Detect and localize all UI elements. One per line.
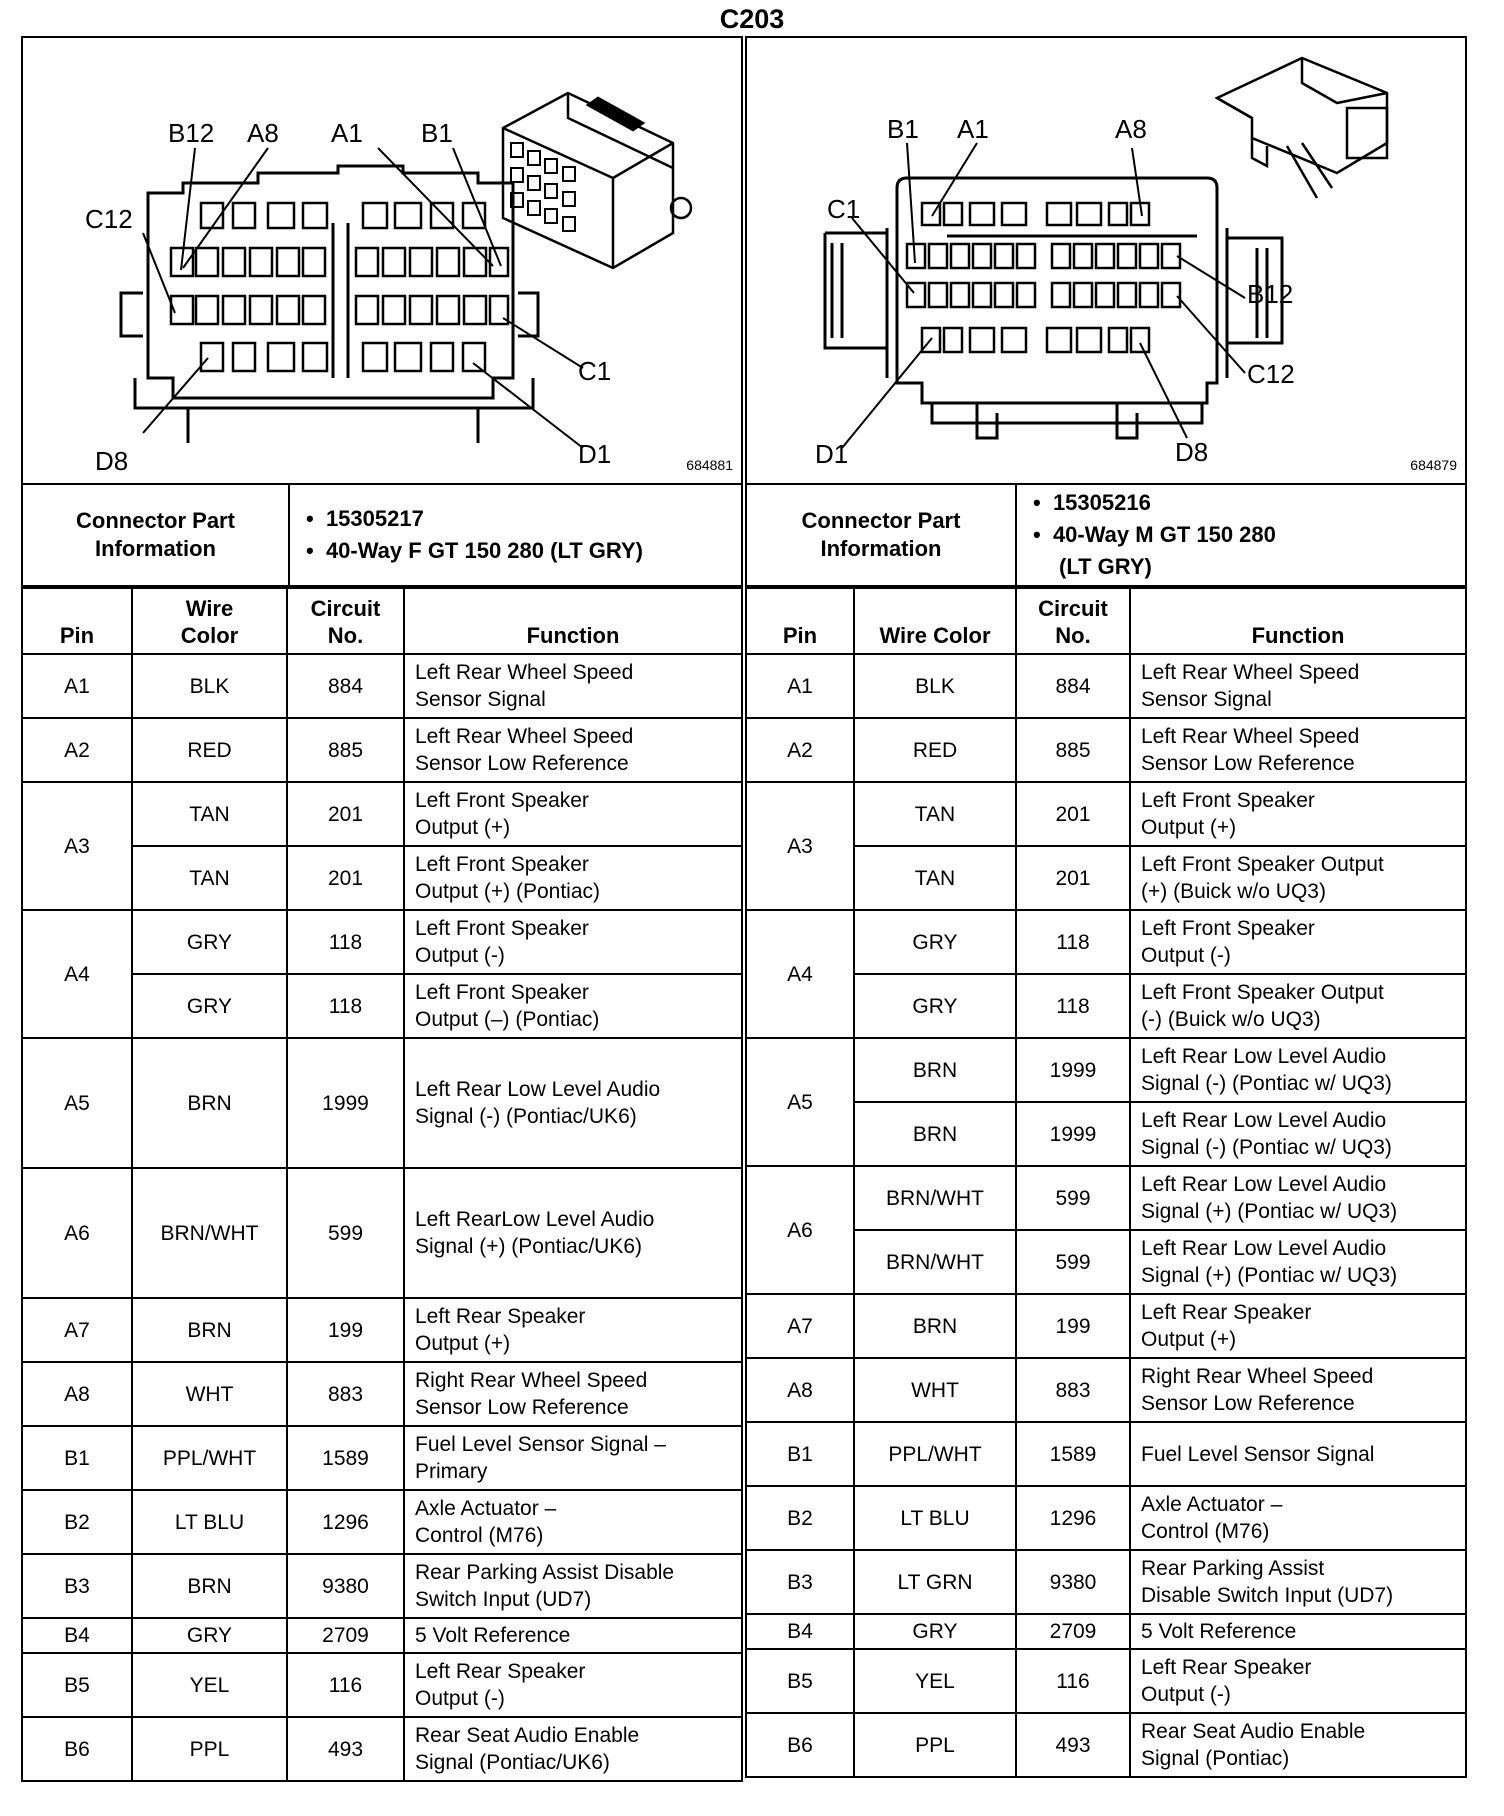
circuit-cell: 116 [287, 1653, 404, 1717]
part-info-values: • 15305217 • 40-Way F GT 150 280 (LT GRY) [289, 484, 742, 586]
table-row [746, 654, 1466, 718]
wire-color-cell: LT BLU [132, 1490, 287, 1554]
pin-cell: B4 [746, 1614, 854, 1649]
function-line: Left RearLow Level Audio [415, 1208, 655, 1231]
wire-color-cell: BRN [132, 1298, 287, 1362]
pin-cell: A6 [22, 1168, 132, 1298]
pin-cell: B6 [746, 1713, 854, 1777]
wire-color-cell: PPL [132, 1717, 287, 1781]
table-row [746, 1166, 1466, 1230]
function-line: Left Front Speaker [415, 789, 589, 812]
table-row [746, 1713, 1466, 1777]
table-row [746, 974, 1466, 1038]
function-line: Output (+) [1141, 816, 1237, 839]
function-line: Left Rear Wheel Speed [1141, 725, 1360, 748]
wire-color-cell: TAN [132, 782, 287, 846]
wire-color-cell: YEL [132, 1653, 287, 1717]
wire-color-cell: BLK [132, 654, 287, 718]
table-row [746, 1550, 1466, 1614]
table-row [22, 910, 742, 974]
wire-color-cell: TAN [854, 846, 1016, 910]
wire-color-cell: LT BLU [854, 1486, 1016, 1550]
pin-cell: A7 [746, 1294, 854, 1358]
table-row [746, 1422, 1466, 1486]
circuit-cell: 1296 [1016, 1486, 1130, 1550]
function-line: Output (+) [1141, 1328, 1237, 1351]
function-line: Sensor Low Reference [1141, 1392, 1355, 1415]
circuit-cell: 599 [287, 1168, 404, 1298]
function-line: Rear Parking Assist Disable [415, 1561, 675, 1584]
pin-cell: A2 [22, 718, 132, 782]
wire-color-cell: BRN [132, 1038, 287, 1168]
circuit-cell: 1296 [287, 1490, 404, 1554]
table-row [22, 1298, 742, 1362]
function-cell [404, 1618, 742, 1653]
function-line: 5 Volt Reference [1141, 1620, 1297, 1643]
function-line: 5 Volt Reference [415, 1624, 571, 1647]
circuit-cell: 884 [287, 654, 404, 718]
left-connector-panel [21, 36, 743, 1782]
function-cell [1130, 974, 1466, 1038]
function-line: Left Front Speaker [1141, 789, 1315, 812]
circuit-cell: 199 [287, 1298, 404, 1362]
pin-cell: B3 [22, 1554, 132, 1618]
function-line: Left Front Speaker Output [1141, 853, 1384, 876]
header-function: Function [404, 588, 742, 654]
label-a1: A1 [331, 118, 363, 148]
label-d1: D1 [578, 439, 612, 469]
table-row [746, 1102, 1466, 1166]
pin-table [745, 587, 1467, 1778]
function-line: Rear Seat Audio Enable [415, 1724, 640, 1747]
label-c1: C1 [827, 194, 861, 224]
function-cell [1130, 718, 1466, 782]
function-line: Left Rear Low Level Audio [1141, 1237, 1387, 1260]
pin-cell: A4 [22, 910, 132, 1038]
label-c12: C12 [1247, 359, 1295, 389]
function-cell [1130, 846, 1466, 910]
figure-number: 684879 [1410, 457, 1457, 473]
part-number: 15305216 [1052, 490, 1151, 515]
header-wire-color: Wire Color [132, 588, 287, 654]
wire-color-cell: YEL [854, 1649, 1016, 1713]
wire-color-cell: RED [132, 718, 287, 782]
function-cell [404, 654, 742, 718]
female-connector-drawing [23, 38, 743, 483]
function-line: Right Rear Wheel Speed [1141, 1365, 1374, 1388]
part-info-values: • 15305216 • 40-Way M GT 150 280 (LT GRY) [1016, 484, 1466, 586]
function-line: Left Rear Low Level Audio [415, 1078, 661, 1101]
function-line: Left Rear Wheel Speed [1141, 661, 1360, 684]
circuit-cell: 118 [287, 910, 404, 974]
pin-cell: B1 [22, 1426, 132, 1490]
right-connector-diagram [745, 36, 1467, 483]
function-cell [1130, 1713, 1466, 1777]
wire-color-cell: WHT [132, 1362, 287, 1426]
label-b1: B1 [887, 114, 919, 144]
function-line: Left Front Speaker Output [1141, 981, 1384, 1004]
function-cell [404, 1298, 742, 1362]
function-cell [404, 1554, 742, 1618]
function-cell [404, 974, 742, 1038]
table-row [22, 1490, 742, 1554]
function-line: Fuel Level Sensor Signal – [415, 1433, 666, 1456]
pin-cell: A3 [22, 782, 132, 910]
function-cell [404, 1426, 742, 1490]
function-cell [1130, 654, 1466, 718]
pin-cell: B2 [22, 1490, 132, 1554]
function-line: Output (-) [415, 1687, 505, 1710]
header-wire-color: Wire Color [854, 588, 1016, 654]
table-row [746, 1294, 1466, 1358]
function-cell [1130, 910, 1466, 974]
function-line: Signal (+) (Pontiac w/ UQ3) [1141, 1264, 1398, 1287]
wire-color-cell: LT GRN [854, 1550, 1016, 1614]
function-line: Left Front Speaker [415, 853, 589, 876]
figure-number: 684881 [686, 457, 733, 473]
circuit-cell: 1589 [1016, 1422, 1130, 1486]
function-cell [1130, 782, 1466, 846]
pin-cell: A8 [746, 1358, 854, 1422]
circuit-cell: 116 [1016, 1649, 1130, 1713]
pin-cell: B2 [746, 1486, 854, 1550]
function-line: Left Rear Speaker [1141, 1301, 1312, 1324]
function-cell [1130, 1486, 1466, 1550]
function-cell [1130, 1102, 1466, 1166]
function-cell [1130, 1550, 1466, 1614]
function-cell [1130, 1422, 1466, 1486]
function-cell [404, 1168, 742, 1298]
label-b12: B12 [1247, 279, 1294, 309]
wire-color-cell: TAN [132, 846, 287, 910]
table-row [22, 1426, 742, 1490]
wire-color-cell: GRY [854, 910, 1016, 974]
table-row [22, 1362, 742, 1426]
function-cell [1130, 1230, 1466, 1294]
pin-table [21, 587, 743, 1782]
circuit-cell: 9380 [287, 1554, 404, 1618]
circuit-cell: 118 [287, 974, 404, 1038]
function-line: Left Front Speaker [1141, 917, 1315, 940]
function-line: Output (-) [1141, 944, 1231, 967]
pin-cell: A8 [22, 1362, 132, 1426]
function-cell [404, 1653, 742, 1717]
pin-cell: A3 [746, 782, 854, 910]
function-line: Switch Input (UD7) [415, 1588, 592, 1611]
function-cell [1130, 1358, 1466, 1422]
circuit-cell: 1999 [1016, 1102, 1130, 1166]
function-line: Left Rear Low Level Audio [1141, 1109, 1387, 1132]
wire-color-cell: PPL [854, 1713, 1016, 1777]
circuit-cell: 118 [1016, 910, 1130, 974]
label-d8: D8 [1175, 437, 1209, 467]
header-pin: Pin [746, 588, 854, 654]
function-line: Left Front Speaker [415, 917, 589, 940]
wire-color-cell: BRN/WHT [132, 1168, 287, 1298]
function-cell [404, 1717, 742, 1781]
circuit-cell: 118 [1016, 974, 1130, 1038]
part-description-cont: (LT GRY) [1059, 554, 1152, 579]
sheet-title: C203 [719, 4, 785, 34]
function-line: Left Rear Wheel Speed [415, 661, 634, 684]
function-line: Signal (-) (Pontiac/UK6) [415, 1105, 637, 1128]
label-d1: D1 [815, 439, 849, 469]
circuit-cell: 1999 [1016, 1038, 1130, 1102]
wire-color-cell: PPL/WHT [132, 1426, 287, 1490]
circuit-cell: 199 [1016, 1294, 1130, 1358]
function-line: (+) (Buick w/o UQ3) [1141, 880, 1326, 903]
function-line: Output (–) (Pontiac) [415, 1008, 600, 1031]
function-line: Fuel Level Sensor Signal [1141, 1442, 1375, 1466]
function-cell [404, 718, 742, 782]
function-line: Primary [415, 1460, 488, 1483]
header-function: Function [1130, 588, 1466, 654]
function-line: Signal (-) (Pontiac w/ UQ3) [1141, 1072, 1392, 1095]
circuit-cell: 493 [1016, 1713, 1130, 1777]
function-line: Left Front Speaker [415, 981, 589, 1004]
function-line: Sensor Signal [1141, 688, 1272, 711]
function-line: Output (-) [1141, 1683, 1231, 1706]
label-b1: B1 [421, 118, 453, 148]
table-row [22, 718, 742, 782]
table-row [746, 1038, 1466, 1102]
function-line: Axle Actuator – [415, 1497, 557, 1520]
table-row [746, 718, 1466, 782]
function-cell [1130, 1614, 1466, 1649]
part-info-label: Connector Part Information [22, 484, 289, 586]
part-number: 15305217 [325, 506, 424, 531]
function-line: Axle Actuator – [1141, 1493, 1283, 1516]
function-line: Sensor Low Reference [415, 752, 629, 775]
pin-cell: B4 [22, 1618, 132, 1653]
part-info-label: Connector Part Information [746, 484, 1016, 586]
pin-cell: B3 [746, 1550, 854, 1614]
function-line: Sensor Signal [415, 688, 546, 711]
function-line: Left Rear Low Level Audio [1141, 1045, 1387, 1068]
function-cell [1130, 1166, 1466, 1230]
function-line: Signal (Pontiac) [1141, 1747, 1290, 1770]
wire-color-cell: GRY [132, 910, 287, 974]
function-line: Left Rear Wheel Speed [415, 725, 634, 748]
table-row [746, 1649, 1466, 1713]
circuit-cell: 201 [287, 782, 404, 846]
connector-part-info [745, 483, 1467, 587]
function-line: Signal (+) (Pontiac w/ UQ3) [1141, 1200, 1398, 1223]
circuit-cell: 493 [287, 1717, 404, 1781]
wire-color-cell: BRN [854, 1038, 1016, 1102]
function-line: Right Rear Wheel Speed [415, 1369, 648, 1392]
wire-color-cell: BRN/WHT [854, 1230, 1016, 1294]
header-circuit: Circuit No. [1016, 588, 1130, 654]
pin-cell: A2 [746, 718, 854, 782]
wire-color-cell: RED [854, 718, 1016, 782]
wire-color-cell: BLK [854, 654, 1016, 718]
circuit-cell: 201 [1016, 782, 1130, 846]
table-row [746, 1230, 1466, 1294]
table-row [746, 782, 1466, 846]
part-description: 40-Way M GT 150 280 [1052, 522, 1276, 547]
pin-cell: A7 [22, 1298, 132, 1362]
function-line: Control (M76) [1141, 1520, 1270, 1543]
circuit-cell: 1589 [287, 1426, 404, 1490]
wire-color-cell: BRN [854, 1102, 1016, 1166]
pin-cell: A6 [746, 1166, 854, 1294]
function-line: Left Rear Speaker [1141, 1656, 1312, 1679]
function-cell [404, 1490, 742, 1554]
circuit-cell: 885 [1016, 718, 1130, 782]
wire-color-cell: GRY [854, 974, 1016, 1038]
table-row [22, 1168, 742, 1298]
pin-cell: A5 [22, 1038, 132, 1168]
connector-part-info [21, 483, 743, 587]
label-a1: A1 [957, 114, 989, 144]
table-row [22, 654, 742, 718]
pin-cell: A1 [746, 654, 854, 718]
circuit-cell: 9380 [1016, 1550, 1130, 1614]
male-connector-drawing [747, 38, 1467, 483]
table-row [22, 1554, 742, 1618]
circuit-cell: 885 [287, 718, 404, 782]
function-cell [404, 846, 742, 910]
function-line: Output (+) [415, 816, 511, 839]
pin-cell: A5 [746, 1038, 854, 1166]
pin-cell: A1 [22, 654, 132, 718]
function-line: Disable Switch Input (UD7) [1141, 1584, 1394, 1607]
label-a8: A8 [247, 118, 279, 148]
pin-cell: B5 [22, 1653, 132, 1717]
table-row [746, 1358, 1466, 1422]
function-line: Signal (+) (Pontiac/UK6) [415, 1235, 643, 1258]
wire-color-cell: GRY [132, 1618, 287, 1653]
table-row [22, 1038, 742, 1168]
table-row [746, 910, 1466, 974]
header-pin: Pin [22, 588, 132, 654]
circuit-cell: 2709 [287, 1618, 404, 1653]
part-description: 40-Way F GT 150 280 (LT GRY) [325, 538, 643, 563]
function-cell [404, 1038, 742, 1168]
circuit-cell: 201 [1016, 846, 1130, 910]
function-line: Signal (-) (Pontiac w/ UQ3) [1141, 1136, 1392, 1159]
function-line: Rear Parking Assist [1141, 1557, 1325, 1580]
table-row [746, 1486, 1466, 1550]
circuit-cell: 2709 [1016, 1614, 1130, 1649]
wire-color-cell: BRN [854, 1294, 1016, 1358]
function-line: Sensor Low Reference [415, 1396, 629, 1419]
wire-color-cell: WHT [854, 1358, 1016, 1422]
function-cell [1130, 1294, 1466, 1358]
function-line: Left Rear Speaker [415, 1660, 586, 1683]
function-cell [1130, 1649, 1466, 1713]
circuit-cell: 883 [287, 1362, 404, 1426]
table-row [22, 782, 742, 846]
header-circuit: Circuit No. [287, 588, 404, 654]
wire-color-cell: GRY [854, 1614, 1016, 1649]
function-cell [1130, 1038, 1466, 1102]
right-connector-panel [745, 36, 1467, 1778]
left-connector-diagram [21, 36, 743, 483]
function-line: Signal (Pontiac/UK6) [415, 1751, 610, 1774]
wire-color-cell: GRY [132, 974, 287, 1038]
circuit-cell: 884 [1016, 654, 1130, 718]
pin-cell: A4 [746, 910, 854, 1038]
table-row [22, 1717, 742, 1781]
function-cell [404, 782, 742, 846]
wire-color-cell: PPL/WHT [854, 1422, 1016, 1486]
function-line: Left Rear Low Level Audio [1141, 1173, 1387, 1196]
wire-color-cell: BRN [132, 1554, 287, 1618]
function-line: Control (M76) [415, 1524, 544, 1547]
function-line: Output (+) (Pontiac) [415, 880, 600, 903]
function-line: Output (+) [415, 1332, 511, 1355]
function-line: (-) (Buick w/o UQ3) [1141, 1008, 1321, 1031]
pin-cell: B5 [746, 1649, 854, 1713]
pin-cell: B6 [22, 1717, 132, 1781]
label-b12: B12 [168, 118, 215, 148]
circuit-cell: 883 [1016, 1358, 1130, 1422]
circuit-cell: 201 [287, 846, 404, 910]
circuit-cell: 1999 [287, 1038, 404, 1168]
circuit-cell: 599 [1016, 1166, 1130, 1230]
table-row [22, 1653, 742, 1717]
table-row [746, 1614, 1466, 1649]
pin-cell: B1 [746, 1422, 854, 1486]
function-line: Left Rear Speaker [415, 1305, 586, 1328]
label-a8: A8 [1115, 114, 1147, 144]
table-row [746, 846, 1466, 910]
function-cell [404, 910, 742, 974]
function-line: Sensor Low Reference [1141, 752, 1355, 775]
function-line: Output (-) [415, 944, 505, 967]
circuit-cell: 599 [1016, 1230, 1130, 1294]
table-row [22, 1618, 742, 1653]
function-cell [404, 1362, 742, 1426]
function-line: Rear Seat Audio Enable [1141, 1720, 1366, 1743]
label-c12: C12 [85, 204, 133, 234]
wire-color-cell: BRN/WHT [854, 1166, 1016, 1230]
wire-color-cell: TAN [854, 782, 1016, 846]
label-c1: C1 [578, 356, 612, 386]
label-d8: D8 [95, 446, 129, 476]
